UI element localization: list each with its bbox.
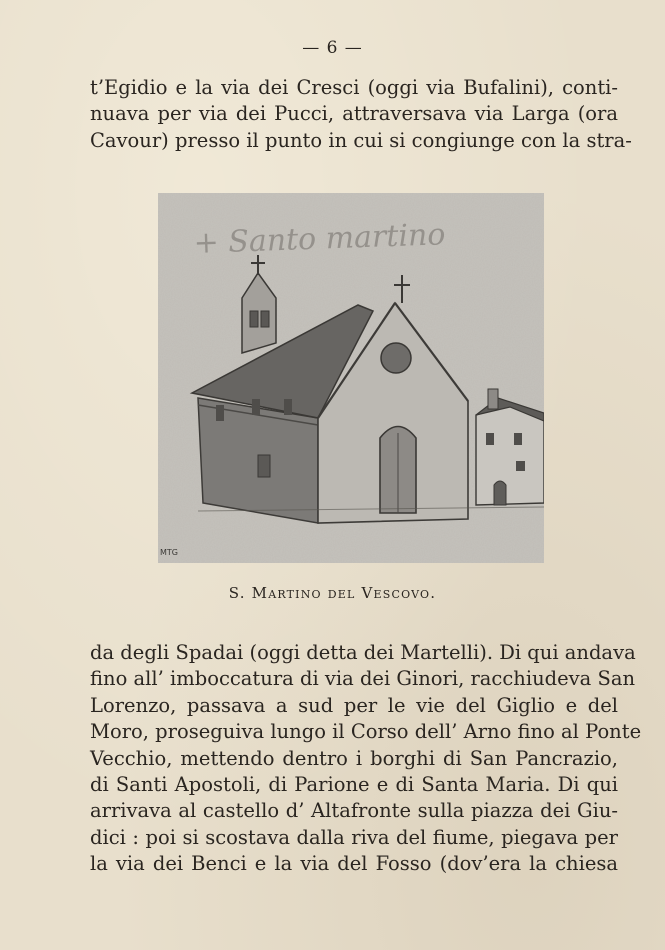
text-line: nuava per via dei Pucci, attraversava via Larga (ora: [90, 102, 618, 126]
church-illustration: [158, 193, 544, 563]
text-line: la via dei Benci e la via del Fosso (dov’era la chiesa: [90, 852, 618, 876]
text-line: arrivava al castello d’ Altafronte sulla piazza dei Giu-: [90, 799, 618, 823]
text-line: Moro, proseguiva lungo il Corso dell’ Arno fino al Ponte: [90, 720, 642, 744]
text-line: fino all’ imboccatura di via dei Ginori, racchiudeva San: [90, 667, 636, 691]
paragraph-bottom: [90, 640, 642, 878]
text-line: Vecchio, mettendo dentro i borghi di San Pancrazio,: [90, 746, 618, 770]
text-line: da degli Spadai (oggi detta dei Martelli). Di qui andava: [90, 641, 636, 664]
artist-monogram: MTG: [160, 548, 178, 557]
inscription-text: + Santo martino: [193, 217, 446, 261]
text-line: di Santi Apostoli, di Parione e di Santa Maria. Di qui: [90, 773, 618, 797]
text-line: t’Egidio e la via dei Cresci (oggi via Bufalini), conti-: [90, 76, 618, 99]
figure-caption: S. Martino del Vescovo.: [228, 584, 437, 602]
paragraph-top: [90, 75, 632, 154]
page-number: — 6 —: [302, 38, 363, 58]
text-line: Cavour) presso il punto in cui si congiunge con la stra-: [90, 128, 632, 152]
text-line: dici : poi si scostava dalla riva del fiume, piegava per: [90, 825, 618, 849]
text-line: Lorenzo, passava a sud per le vie del Giglio e del: [90, 693, 618, 717]
